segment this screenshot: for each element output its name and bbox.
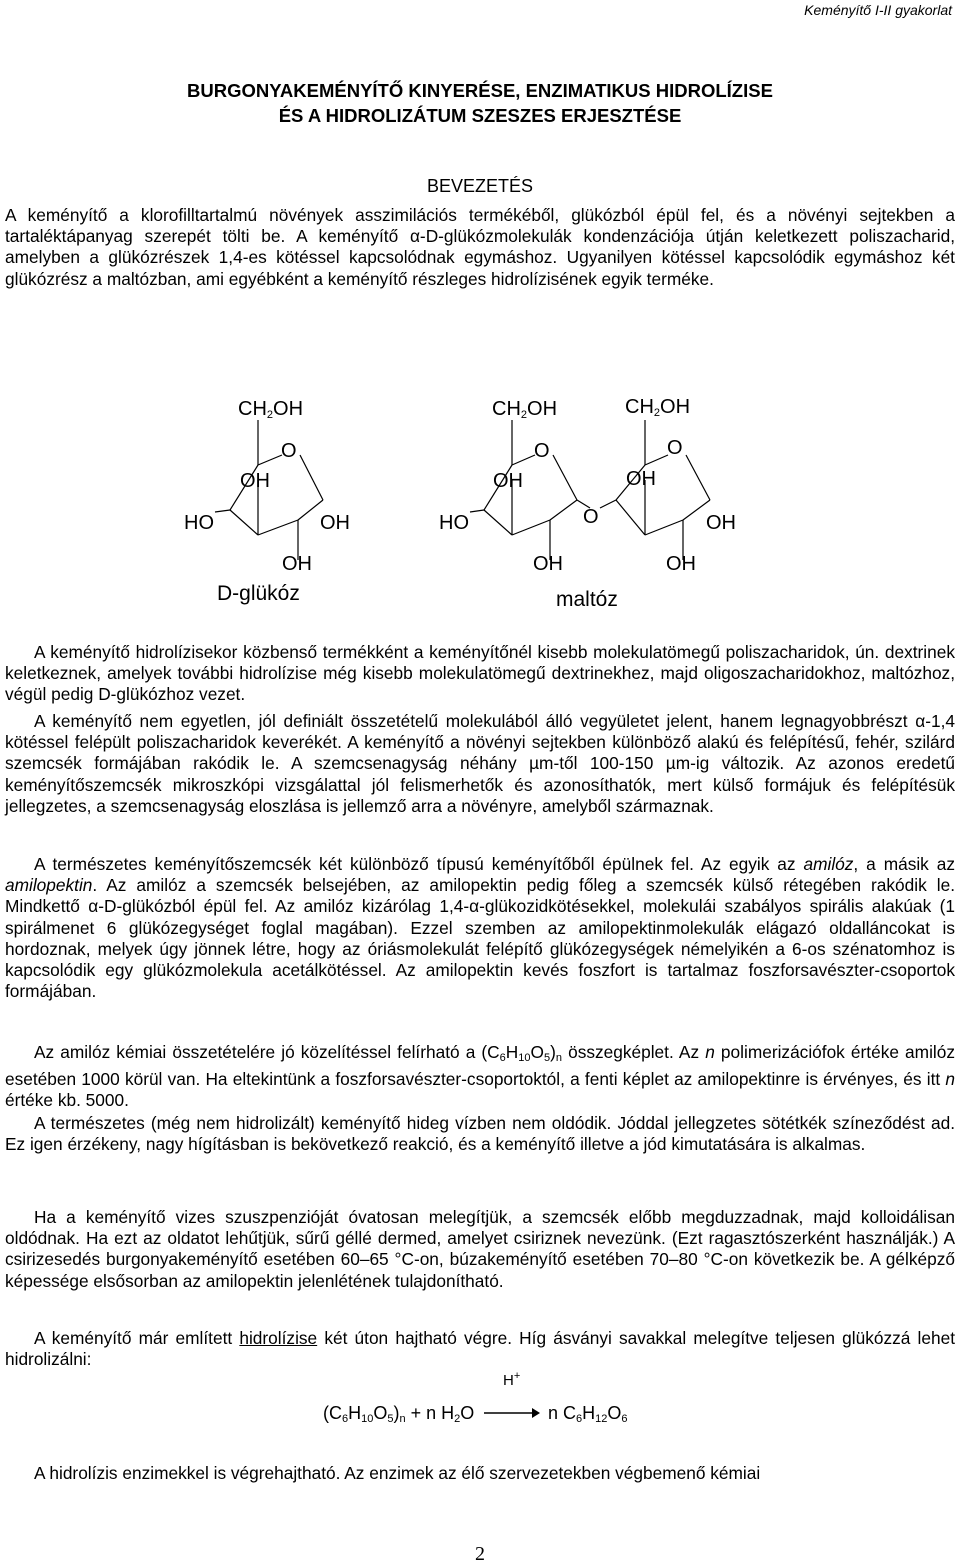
maltose-ring-o-2: O <box>667 437 683 459</box>
glucose-oh-2: OH <box>320 512 350 534</box>
structure-bonds <box>0 400 960 630</box>
glucose-ch2oh: $CH_2OH$ <box>238 398 304 421</box>
paragraph-enzymes: A hidrolízis enzimekkel is végrehajtható. Az enzimek az élő szervezetekben végbemenő kémiai <box>34 1463 761 1483</box>
maltose-oh-3: OH <box>706 512 736 534</box>
maltose-oh-2: OH <box>626 468 656 490</box>
maltose-ch2oh-2: $CH_2OH$ <box>625 396 691 419</box>
paragraph-formula: Az amilóz kémiai összetételére jó közelítéssel felírható a $(C_6H_{10}O_5)_n$ összegképlet. Az n polimerizációfok értéke amilóz esetében 1000 körül van. Ha eltekintünk a foszforsavészter-csoportoktól, a fenti képlet az amilopektinre is érvényes, és itt n értéke kb. 5000. <box>5 1042 955 1111</box>
running-header: Keményítő I-II gyakorlat <box>804 2 952 18</box>
intro-paragraph: A keményítő a klorofilltartalmú növények asszimilációs termékéből, glükózból épül fel, és a növényi sejtekben a tartaléktápanyag szerepét tölti be. A keményítő α-D-glükózmolekulák kondenzációja útján keletkezett poliszacharid, amelyben a glükózrészek 1,4-es kötéssel kapcsolódnak egymáshoz. Ugyanilyen kötéssel kapcsolódik egymáshoz két glükózrész a maltózban, ami egyébként a keményítő részleges hidrolízisének egyik terméke. <box>5 205 955 289</box>
hydrolysis-equation-rhs: n $C_6H_{12}O_6$ <box>548 1403 628 1425</box>
page-number: 2 <box>475 1543 485 1565</box>
maltose-ho: HO <box>439 512 469 534</box>
glucose-oh-3: OH <box>282 553 312 575</box>
maltose-oh-1: OH <box>493 470 523 492</box>
maltose-glycosidic-o: O <box>583 506 599 528</box>
hydrolysis-link[interactable]: hidrolízise <box>239 1328 318 1348</box>
paragraph-granules: A keményítő nem egyetlen, jól definiált összetételű molekulából álló vegyületet jelent, hanem legnagyobbrészt α-1,4 kötéssel felépült poliszacharidok keverékét. A keményítő a növényi sejtekben különböző alakú és felépítésű, fehér, szilárd szemcsék formájában rakódik le. A szemcsenagyság néhány µm-től 100-150 µm-ig változik. Az azonos eredetű keményítőszemcsék mikroszkópi vizsgálattal jól felismerhetők és azonosíthatók, mert külső formájuk és felépítésük jellegzetes, a szemcsenagyság eloszlása is jellemző arra a növényre, amelyből származnak. <box>5 711 955 816</box>
glucose-ho: HO <box>184 512 214 534</box>
paragraph-dextrins: A keményítő hidrolízisekor közbenső termékként a keményítőnél kisebb molekulatömegű poliszacharidok, ún. dextrinek keletkeznek, amelyek további hidrolízise még kisebb molekulatömegű dextrinekhez, majd oligoszacharidokhoz, maltózhoz, végül pedig D-glükózhoz vezet. <box>5 642 955 705</box>
catalyst-label: H+ <box>503 1370 521 1389</box>
reaction-arrow <box>482 1403 542 1423</box>
maltose-ch2oh-1: $CH_2OH$ <box>492 398 558 421</box>
paragraph-iodine: A természetes (még nem hidrolizált) keményítő hideg vízben nem oldódik. Jóddal jellegzetes sötétkék színeződést ad. Ez igen érzékeny, nagy hígításban is bekövetkező reakció, és a keményítő illetve a jód kimutatására is alkalmas. <box>5 1113 955 1155</box>
title-line-1: BURGONYAKEMÉNYÍTŐ KINYERÉSE, ENZIMATIKUS HIDROLÍZISE <box>187 80 773 101</box>
maltose-ring-o-1: O <box>534 440 550 462</box>
paragraph-amylose-amylopectin: A természetes keményítőszemcsék két különböző típusú keményítőből épülnek fel. Az egyik az amilóz, a másik az amilopektin. Az amilóz a szemcsék belsejében, az amilopektin pedig főleg a szemcsék külső rétegében rakódik le. Mindkettő α-D-glükózból épül fel. Az amilóz kizárólag 1,4-α-glükozidkötésekkel, molekulái szabályos spirális alakúak (1 spirálmenet 6 glükózegységet foglal magában). Ezzel szemben az amilopektinmolekulák elágazó oldalláncokat is hordoznak, melyek úgy jönnek létre, hogy az óriásmolekulát felépítő glükózegységek némelyikén a 6-os szénatomhoz is kapcsolódik egy glükózmolekula acetálkötéssel. Az amilopektin kevés foszfort is tartalmaz foszforsavészter-csoportok formájában. <box>5 854 955 1002</box>
glucose-ring-o: O <box>281 440 297 462</box>
glucose-oh-1: OH <box>240 470 270 492</box>
paragraph-hydrolysis: A keményítő már említett hidrolízise két úton hajtható végre. Híg ásványi savakkal melegítve teljesen glükózzá lehet hidrolizálni: <box>5 1328 955 1370</box>
hydrolysis-equation-lhs: $(C_6H_{10}O_5)_n + n$ $H_2O$ <box>323 1403 475 1425</box>
maltose-oh-5: OH <box>666 553 696 575</box>
maltose-label: maltóz <box>556 588 618 611</box>
glucose-label: D-glükóz <box>217 582 300 605</box>
section-heading: BEVEZETÉS <box>426 176 534 196</box>
title-line-2: ÉS A HIDROLIZÁTUM SZESZES ERJESZTÉSE <box>278 105 682 126</box>
paragraph-gelatinization: Ha a keményítő vizes szuszpenzióját óvatosan melegítjük, a szemcsék előbb megduzzadnak, majd kolloidálisan oldódnak. Ha ezt az oldatot lehűtjük, sűrű géllé dermed, amelyet csiriznek nevezünk. (Ezt ragasztószerként használják.) A csirizesedés burgonyakeményítő esetében 60–65 °C-on, búzakeményítő esetében 70–80 °C-on következik be. A gélképző képessége elsősorban az amilopektin jelenlétének tulajdonítható. <box>5 1207 955 1291</box>
maltose-oh-4: OH <box>533 553 563 575</box>
